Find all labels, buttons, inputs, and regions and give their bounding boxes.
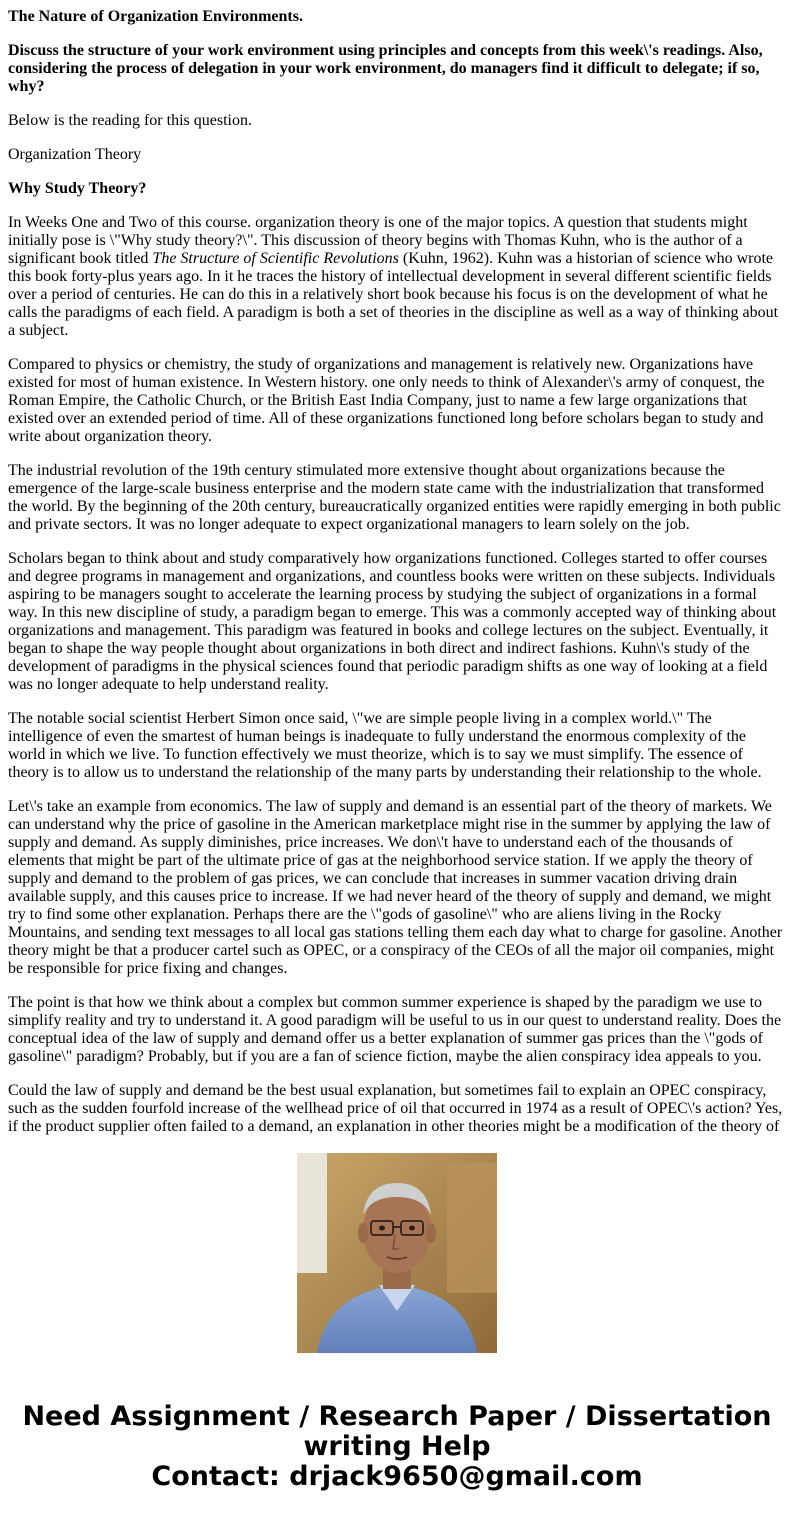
paragraph-7: The point is that how we think about a complex but common summer experience is shaped by the paradigm we use to simplify reality and try to understand it. A good paradigm will be useful to us in our quest to understand reality. Does the conceptual idea of the law of supply and demand offer us a better explanation of summer gas prices than the \"gods of gasoline\" paradigm? Probably, but if you are a fan of science fiction, maybe the alien conspiracy idea appeals to you.: [8, 994, 782, 1065]
paragraph-1-end: (Kuhn, 1962). Kuhn was a historian of science who wrote this book forty-plus years ago. In it he traces the history of intellectual development in several different scientific fields over a period of centuries. He can do this in a relatively short book because his focus is on the development of what he calls the paradigms of each field. A paradigm is both a set of theories in the discipline as well as a way of thinking about a subject.: [8, 250, 779, 339]
paragraph-1-start: In Weeks One and Two of this course. organization theory is one of the major topics. A question that students might initially pose is \"Why study theory?\". This discussion of theory begins with Thomas Kuhn, who is the author of a significant book titled: [8, 214, 748, 267]
paragraph-1: [8, 214, 784, 340]
cta-line-2: writing Help: [303, 1431, 491, 1462]
cta-contact-email: Contact: drjack9650@gmail.com: [151, 1461, 643, 1492]
avatar: [297, 1153, 497, 1353]
intro-text: Below is the reading for this question.: [8, 112, 252, 129]
reading-title: Organization Theory: [8, 146, 142, 163]
cta-line-1: Need Assignment / Research Paper / Dissertation: [22, 1401, 772, 1432]
contact-banner: [0, 1402, 794, 1492]
section-heading: Why Study Theory?: [8, 180, 147, 197]
author-photo-icon: [297, 1153, 497, 1353]
paragraph-2: Compared to physics or chemistry, the study of organizations and management is relatively new. Organizations have existed for most of human existence. In Western history. one only needs to think of Alexander\'s army of conquest, the Roman Empire, the Catholic Church, or the British East India Company, just to name a few large organizations that existed over an extended period of time. All of these organizations functioned long before scholars began to study and write about organization theory.: [8, 356, 765, 445]
paragraph-8: Could the law of supply and demand be the best usual explanation, but sometimes fail to explain an OPEC conspiracy, such as the sudden fourfold increase of the wellhead price of oil that occurred in 1974 as a result of OPEC\'s action? Yes, if the product supplier often failed to a demand, an explanation in other theories might be a modification of the theory of: [8, 1082, 783, 1135]
paragraph-3: The industrial revolution of the 19th century stimulated more extensive thought about organizations because the emergence of the large-scale business enterprise and the modern state came with the industrialization that transformed the world. By the beginning of the 20th century, bureaucratically organized entities were rapidly emerging in both public and private sectors. It was no longer adequate to expect organizational managers to learn solely on the job.: [8, 462, 781, 533]
assignment-prompt: Discuss the structure of your work environment using principles and concepts from this week\'s readings. Also, considering the process of delegation in your work environment, do managers find it difficult to delegate; if so, why?: [8, 42, 763, 95]
page-title: The Nature of Organization Environments.: [8, 8, 303, 25]
paragraph-4: Scholars began to think about and study comparatively how organizations functioned. Colleges started to offer courses and degree programs in management and organizations, and countless books were written on these subjects. Individuals aspiring to be managers sought to accelerate the learning process by studying the subject of organizations in a formal way. In this new discipline of study, a paradigm began to emerge. This was a commonly accepted way of thinking about organizations and management. This paradigm was featured in books and college lectures on the subject. Eventually, it began to shape the way people thought about organizations in both direct and indirect fashions. Kuhn\'s study of the development of paradigms in the physical sciences found that periodic paradigm shifts as one way of looking at a field was no longer adequate to help understand reality.: [8, 550, 777, 693]
article: [8, 8, 784, 1135]
book-title: The Structure of Scientific Revolutions: [152, 250, 399, 267]
paragraph-5: The notable social scientist Herbert Simon once said, \"we are simple people living in a complex world.\" The intelligence of even the smartest of human beings is inadequate to fully understand the enormous complexity of the world in which we live. To function effectively we must theorize, which is to say we must simplify. The essence of theory is to allow us to understand the relationship of the many parts by understanding their relationship to the whole.: [8, 710, 762, 781]
paragraph-6: Let\'s take an example from economics. The law of supply and demand is an essential part of the theory of markets. We can understand why the price of gasoline in the American marketplace might rise in the summer by applying the law of supply and demand. As supply diminishes, price increases. We don\'t have to understand each of the thousands of elements that might be part of the ultimate price of gas at the neighborhood service station. If we apply the theory of supply and demand to the problem of gas prices, we can conclude that increases in summer vacation driving drain available supply, and this causes price to increase. If we had never heard of the theory of supply and demand, we might try to find some other explanation. Perhaps there are the \"gods of gasoline\" who are aliens living in the Rocky Mountains, and sending text messages to all local gas stations telling them each day what to charge for gasoline. Another theory might be that a producer cartel such as OPEC, or a conspiracy of the CEOs of all the major oil companies, might be responsible for price fixing and changes.: [8, 798, 783, 977]
